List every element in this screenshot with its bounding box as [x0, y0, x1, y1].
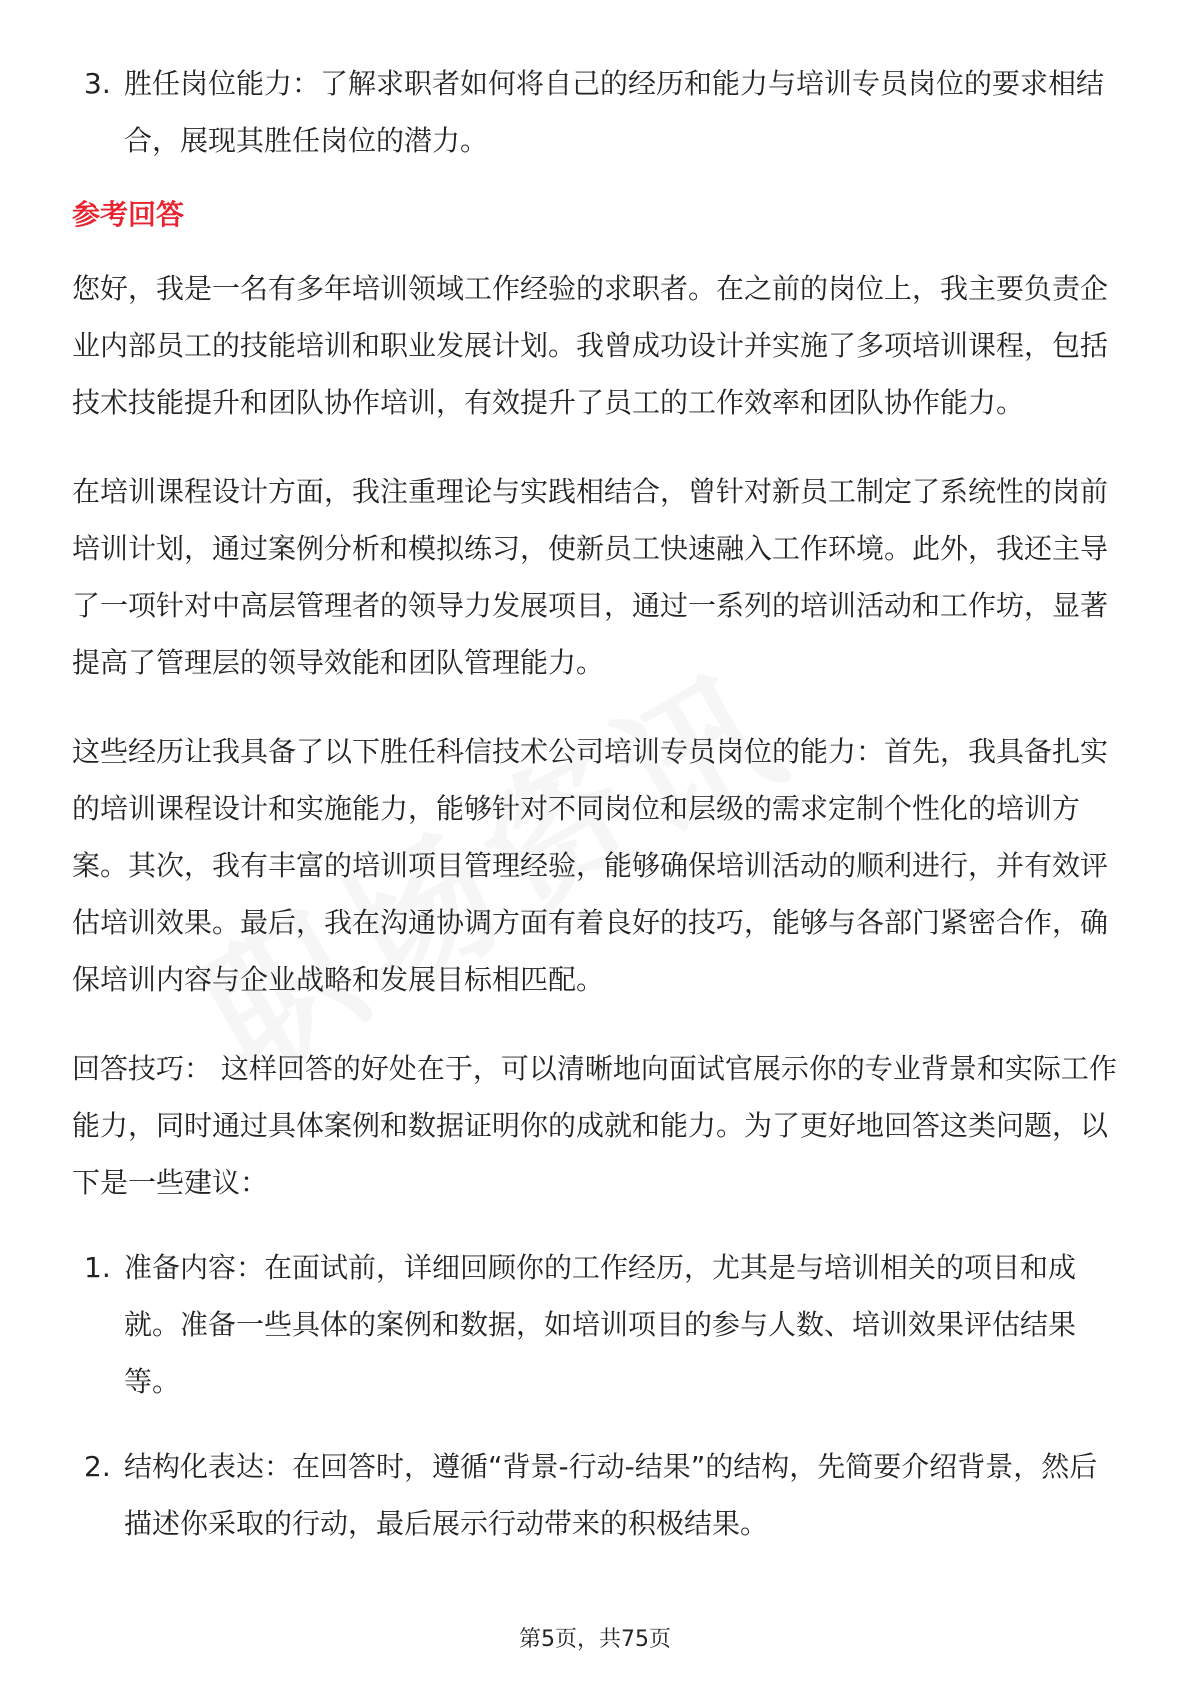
list-item-text: 准备内容：在面试前，详细回顾你的工作经历，尤其是与培训相关的项目和成就。准备一些具体的案例和数据，如培训项目的参与人数、培训效果评估结果等。	[124, 1251, 1077, 1398]
tip-item-1	[72, 1239, 1122, 1410]
list-number: 3.	[84, 67, 111, 100]
answer-paragraph-3: 这些经历让我具备了以下胜任科信技术公司培训专员岗位的能力：首先，我具备扎实的培训课程设计和实施能力，能够针对不同岗位和层级的需求定制个性化的培训方案。其次，我有丰富的培训项目管理经验，能够确保培训活动的顺利进行，并有效评估培训效果。最后，我在沟通协调方面有着良好的技巧，能够与各部门紧密合作，确保培训内容与企业战略和发展目标相匹配。	[72, 735, 1109, 996]
page-content	[72, 55, 1122, 1552]
list-item-3	[72, 55, 1122, 169]
list-item-text: 结构化表达：在回答时，遵循“背景-行动-结果”的结构，先简要介绍背景，然后描述你采取的行动，最后展示行动带来的积极结果。	[124, 1450, 1098, 1540]
list-number: 1.	[84, 1251, 111, 1284]
list-number: 2.	[84, 1450, 111, 1483]
answer-paragraph-1: 您好，我是一名有多年培训领域工作经验的求职者。在之前的岗位上，我主要负责企业内部员工的技能培训和职业发展计划。我曾成功设计并实施了多项培训课程，包括技术技能提升和团队协作培训，有效提升了员工的工作效率和团队协作能力。	[72, 272, 1109, 419]
tip-item-2	[72, 1438, 1122, 1552]
tips-paragraph: 回答技巧： 这样回答的好处在于，可以清晰地向面试官展示你的专业背景和实际工作能力，同时通过具体案例和数据证明你的成就和能力。为了更好地回答这类问题，以下是一些建议：	[72, 1052, 1117, 1199]
section-heading: 参考回答	[72, 198, 185, 231]
list-item-text: 胜任岗位能力：了解求职者如何将自己的经历和能力与培训专员岗位的要求相结合，展现其胜任岗位的潜力。	[124, 67, 1105, 157]
page-footer: 第5页，共75页	[519, 1627, 671, 1652]
answer-paragraph-2: 在培训课程设计方面，我注重理论与实践相结合，曾针对新员工制定了系统性的岗前培训计划，通过案例分析和模拟练习，使新员工快速融入工作环境。此外，我还主导了一项针对中高层管理者的领导力发展项目，通过一系列的培训活动和工作坊，显著提高了管理层的领导效能和团队管理能力。	[72, 475, 1109, 679]
